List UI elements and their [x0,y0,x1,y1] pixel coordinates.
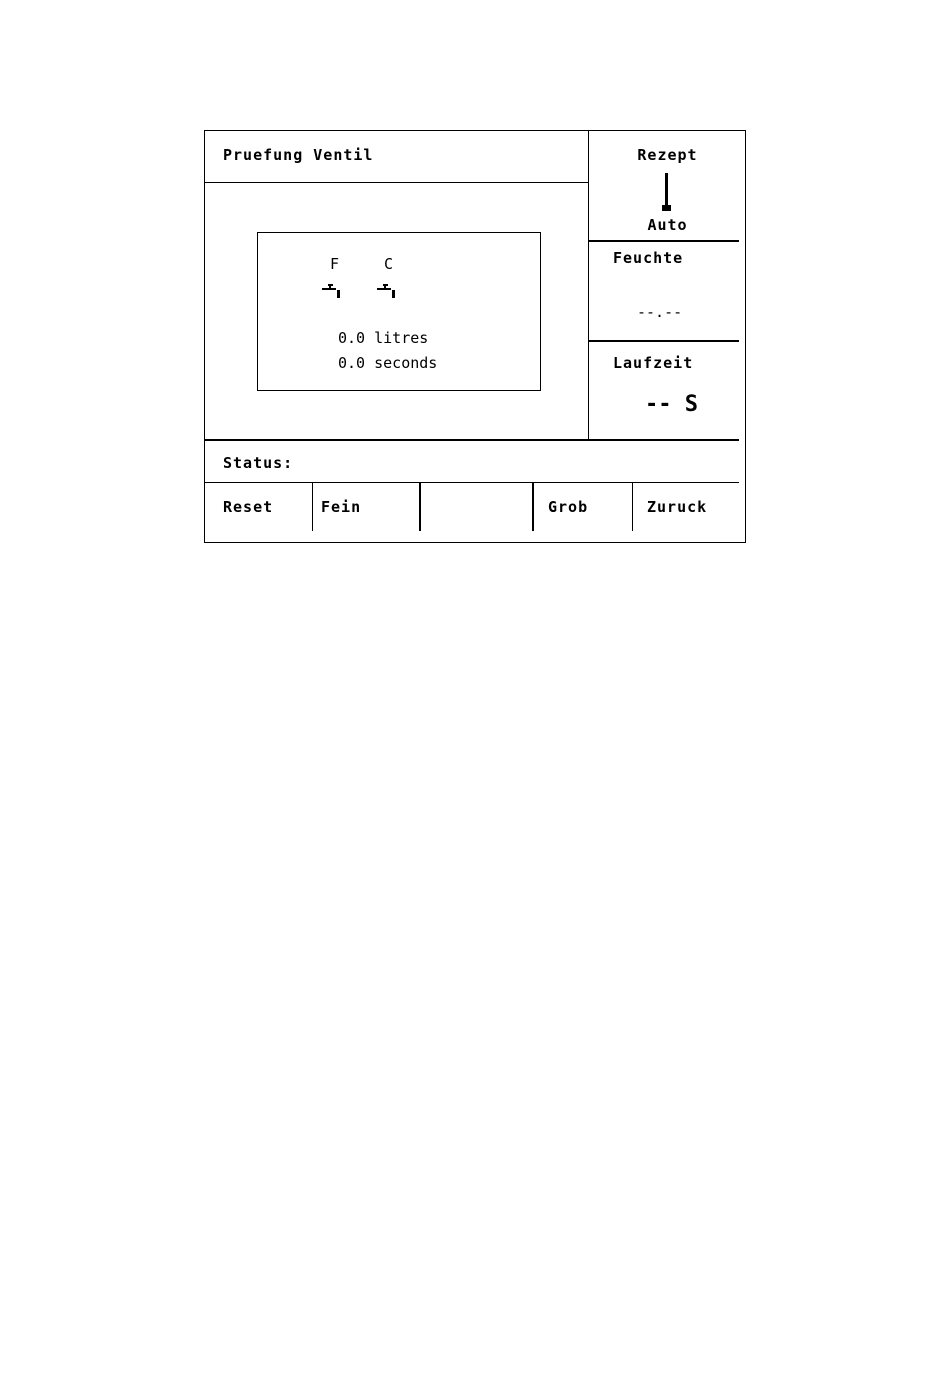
reset-button[interactable]: Reset [223,498,274,516]
humidity-divider [589,340,739,342]
recipe-label: Rezept [637,146,698,164]
status-label: Status: [223,454,294,472]
valve-panel [257,232,541,391]
hmi-screen [204,130,746,543]
title-divider [205,182,589,183]
empty-softkey-button[interactable] [421,483,532,531]
volume-reading: 0.0 litres [338,329,429,347]
valve-tap-icon [377,283,399,299]
fine-button[interactable]: Fein [321,498,362,516]
humidity-label: Feuchte [613,249,684,267]
right-column-divider [588,131,589,441]
page-title: Pruefung Ventil [223,146,374,164]
runtime-label: Laufzeit [613,354,694,372]
runtime-value: -- S [645,392,698,417]
valve-tap-icon [322,283,344,299]
time-reading: 0.0 seconds [338,354,438,372]
valve-label-f: F [330,255,340,273]
recipe-mode: Auto [647,216,688,234]
back-button[interactable]: Zuruck [647,498,708,516]
valve-label-c: C [384,255,394,273]
status-divider-top [205,439,739,441]
recipe-divider [589,240,739,242]
lever-switch-icon [661,173,675,213]
coarse-button[interactable]: Grob [548,498,589,516]
humidity-value: --.-- [637,303,683,321]
